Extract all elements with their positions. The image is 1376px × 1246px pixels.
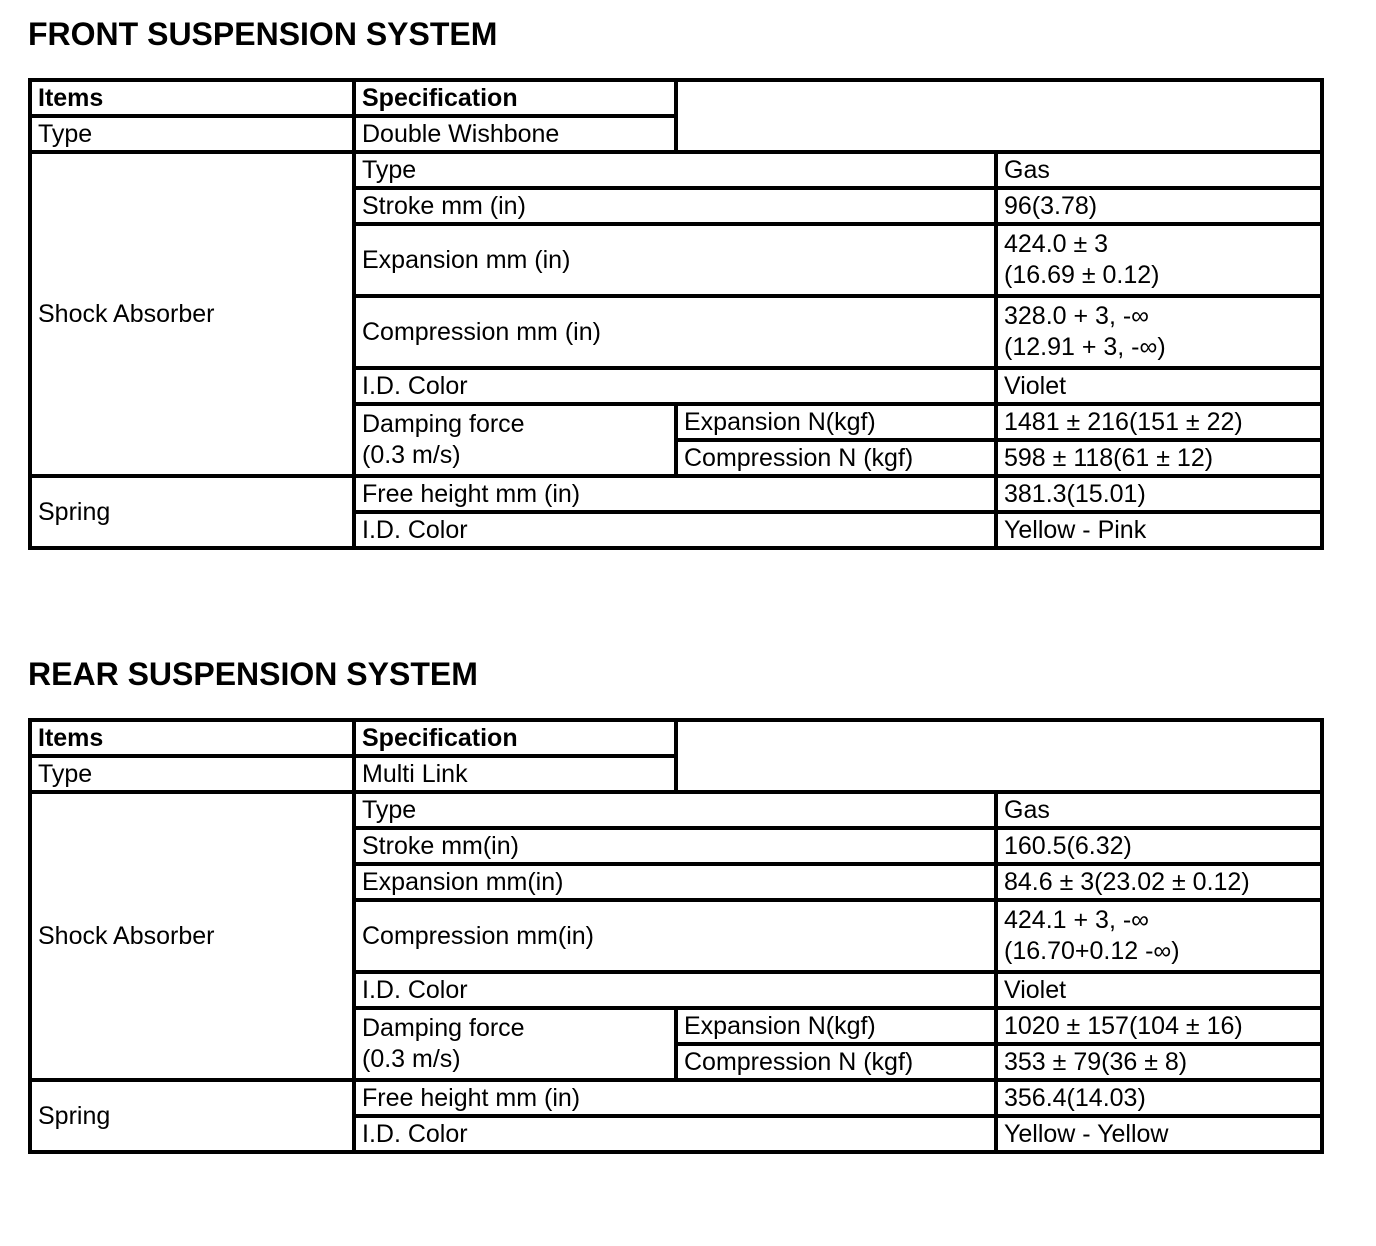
table-row [30,792,1322,828]
spring-id-color-label: I.D. Color [354,1116,996,1152]
spring-id-color-value: Yellow - Yellow [996,1116,1322,1152]
damping-force-label-line2: (0.3 m/s) [362,1045,461,1073]
specification-header: Specification [354,720,676,756]
spring-label: Spring [30,476,354,548]
free-height-value: 356.4(14.03) [996,1080,1322,1116]
shock-type-label: Type [354,792,996,828]
stroke-label: Stroke mm (in) [354,188,996,224]
rear-section-title: REAR SUSPENSION SYSTEM [28,656,478,692]
stroke-value: 160.5(6.32) [996,828,1322,864]
type-value: Double Wishbone [354,116,676,152]
table-row [30,80,1322,116]
compression-label: Compression mm (in) [354,296,996,368]
table-row [30,720,1322,756]
shock-id-color-label: I.D. Color [354,972,996,1008]
stroke-label: Stroke mm(in) [354,828,996,864]
compression-value-line2: (16.70+0.12 -∞) [1004,937,1180,965]
shock-absorber-label: Shock Absorber [30,152,354,476]
shock-type-value: Gas [996,152,1322,188]
free-height-label: Free height mm (in) [354,1080,996,1116]
items-header: Items [30,80,354,116]
front-section-title: FRONT SUSPENSION SYSTEM [28,16,498,52]
table-row [30,152,1322,188]
damping-force-label-line1: Damping force [362,410,525,438]
items-header: Items [30,720,354,756]
expansion-value-line1: 424.0 ± 3 [1004,230,1109,258]
damping-force-label-line2: (0.3 m/s) [362,441,461,469]
specification-header: Specification [354,80,676,116]
damping-force-label [354,1008,676,1080]
compression-value-line1: 424.1 + 3, -∞ [1004,906,1149,934]
damping-force-label-line1: Damping force [362,1014,525,1042]
expansion-value [996,224,1322,296]
type-label: Type [30,756,354,792]
shock-id-color-value: Violet [996,368,1322,404]
type-label: Type [30,116,354,152]
damping-expansion-label: Expansion N(kgf) [676,404,996,440]
expansion-value: 84.6 ± 3(23.02 ± 0.12) [996,864,1322,900]
rear-spec-table [28,718,1324,1154]
damping-expansion-label: Expansion N(kgf) [676,1008,996,1044]
spring-label: Spring [30,1080,354,1152]
table-row [30,1080,1322,1116]
type-value: Multi Link [354,756,676,792]
shock-type-value: Gas [996,792,1322,828]
damping-compression-label: Compression N (kgf) [676,1044,996,1080]
compression-label: Compression mm(in) [354,900,996,972]
damping-compression-value: 598 ± 118(61 ± 12) [996,440,1322,476]
compression-value [996,296,1322,368]
shock-id-color-label: I.D. Color [354,368,996,404]
damping-expansion-value: 1020 ± 157(104 ± 16) [996,1008,1322,1044]
stroke-value: 96(3.78) [996,188,1322,224]
damping-force-label [354,404,676,476]
free-height-label: Free height mm (in) [354,476,996,512]
blank-cell [676,80,1322,152]
spring-id-color-label: I.D. Color [354,512,996,548]
shock-absorber-label: Shock Absorber [30,792,354,1080]
blank-cell [676,720,1322,792]
spring-id-color-value: Yellow - Pink [996,512,1322,548]
compression-value-line2: (12.91 + 3, -∞) [1004,333,1166,361]
shock-type-label: Type [354,152,996,188]
compression-value-line1: 328.0 + 3, -∞ [1004,302,1149,330]
compression-value [996,900,1322,972]
front-spec-table [28,78,1324,550]
shock-id-color-value: Violet [996,972,1322,1008]
damping-compression-label: Compression N (kgf) [676,440,996,476]
expansion-label: Expansion mm (in) [354,224,996,296]
damping-compression-value: 353 ± 79(36 ± 8) [996,1044,1322,1080]
free-height-value: 381.3(15.01) [996,476,1322,512]
expansion-value-line2: (16.69 ± 0.12) [1004,261,1160,289]
table-row [30,476,1322,512]
damping-expansion-value: 1481 ± 216(151 ± 22) [996,404,1322,440]
expansion-label: Expansion mm(in) [354,864,996,900]
